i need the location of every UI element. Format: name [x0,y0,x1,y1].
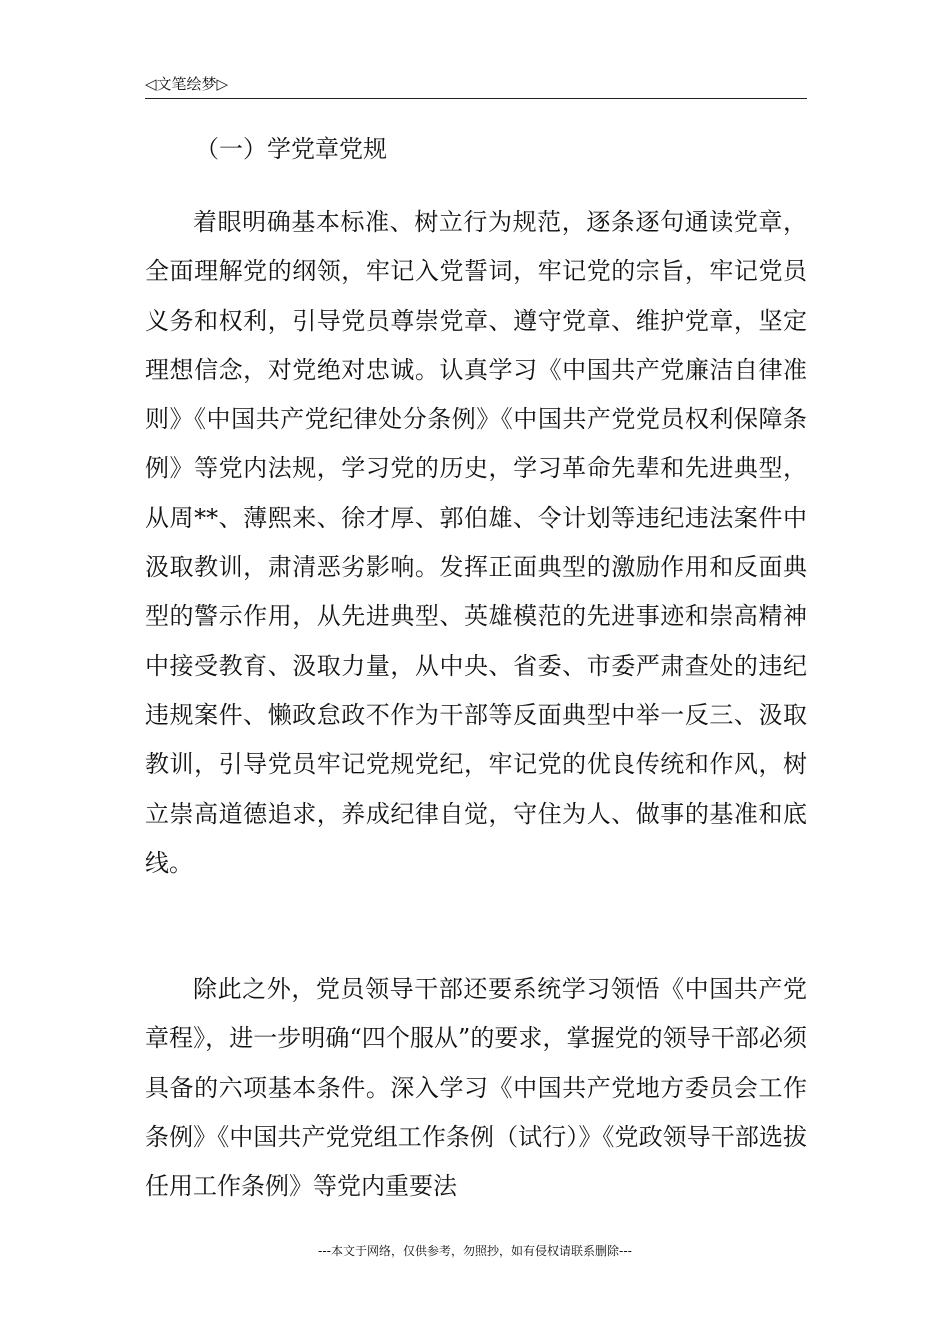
body-paragraph-1: 着眼明确基本标准、树立行为规范，逐条逐句通读党章，全面理解党的纲领，牢记入党誓词，牢记党的宗旨，牢记党员义务和权利，引导党员尊崇党章、遵守党章、维护党章，坚定理想信念，对党绝对忠诚。认真学习《中国共产党廉洁自律准则》《中国共产党纪律处分条例》《中国共产党党员权利保障条例》等党内法规，学习党的历史，学习革命先辈和先进典型，从周**、薄熙来、徐才厚、郭伯雄、令计划等违纪违法案件中汲取教训，肃清恶劣影响。发挥正面典型的激励作用和反面典型的警示作用，从先进典型、英雄模范的先进事迹和崇高精神中接受教育、汲取力量，从中央、省委、市委严肃查处的违纪违规案件、懒政怠政不作为干部等反面典型中举一反三、汲取教训，引导党员牢记党规党纪，牢记党的优良传统和作风，树立崇高道德追求，养成纪律自觉，守住为人、做事的基准和底线。 [145,208,807,877]
page-header: ◁文笔绘梦▷ [145,74,807,99]
page-footer-disclaimer: ---本文于网络，仅供参考，勿照抄，如有侵权请联系删除--- [318,1244,632,1258]
section-title: （一）学党章党规 [195,135,387,163]
body-paragraph-2: 除此之外，党员领导干部还要系统学习领悟《中国共产党章程》，进一步明确“四个服从”的要求，掌握党的领导干部必须具备的六项基本条件。深入学习《中国共产党地方委员会工作条例》《中国共产党党组工作条例（试行）》《党政领导干部选拔任用工作条例》等党内重要法 [145,975,807,1201]
